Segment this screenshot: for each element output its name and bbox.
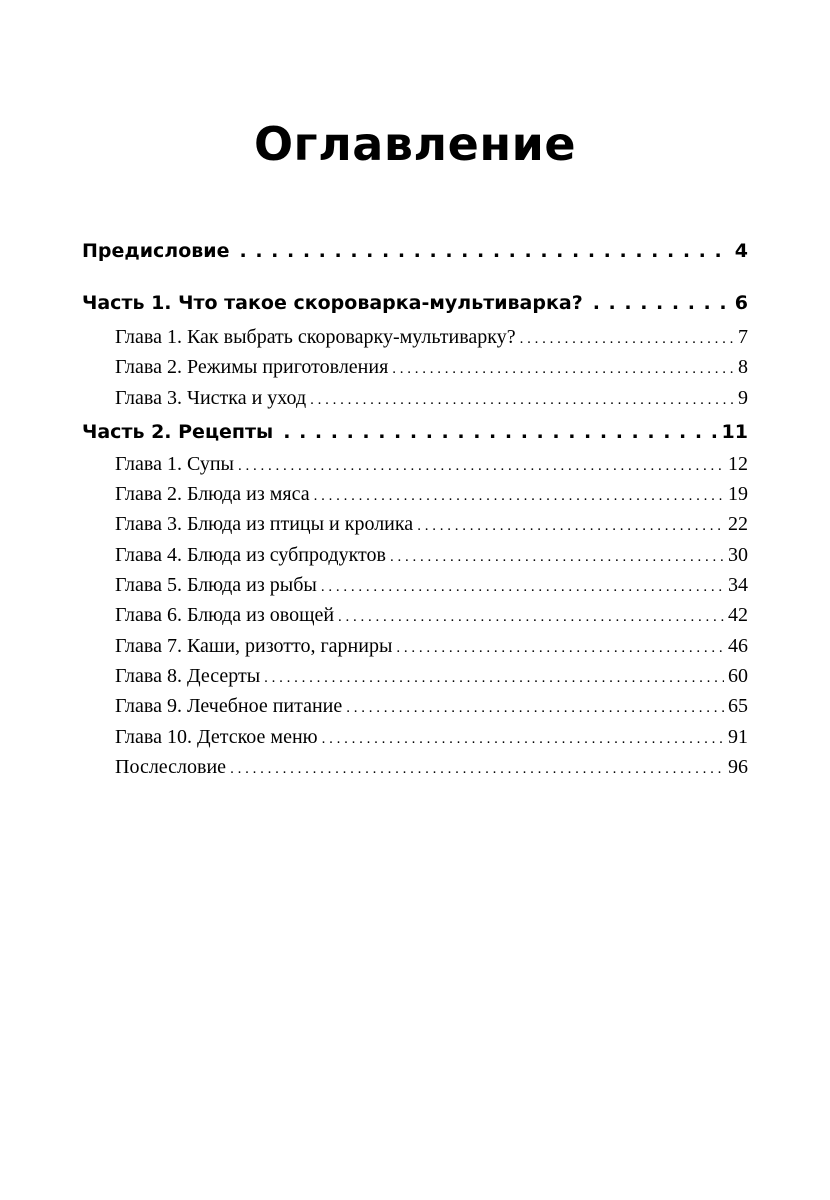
toc-entry-page: 19 [728, 483, 748, 506]
toc-entry-page: 4 [734, 240, 748, 262]
dot-leader [240, 236, 731, 266]
toc-entry-page: 9 [738, 386, 748, 409]
dot-leader [520, 324, 734, 354]
dot-leader [314, 481, 724, 511]
toc-entry-page: 11 [721, 420, 748, 443]
dot-leader [230, 754, 724, 784]
toc-entry-page: 8 [738, 356, 748, 379]
dot-leader [396, 633, 724, 663]
dot-leader [392, 354, 734, 384]
toc-entry-label: Предисловие [82, 240, 230, 262]
dot-leader [593, 288, 731, 318]
toc-entry-label: Послесловие [115, 755, 227, 778]
dot-leader [238, 451, 724, 481]
toc-entry-page: 46 [728, 634, 748, 657]
dot-leader [322, 724, 724, 754]
toc-entry-label: Часть 1. Что такое скороварка-мультиварка? [82, 292, 583, 314]
toc-entry-page: 22 [728, 513, 748, 536]
toc-entry-chapter [115, 449, 748, 479]
toc-entry-label: Глава 8. Десерты [115, 664, 261, 687]
toc-entry-page: 91 [728, 725, 748, 748]
dot-leader [310, 385, 734, 415]
toc-entry-chapter [115, 352, 748, 382]
toc-entry-page: 65 [728, 695, 748, 718]
toc-entry-chapter [115, 661, 748, 691]
toc-entry-preface [82, 236, 748, 266]
dot-leader [321, 572, 724, 602]
dot-leader [264, 663, 724, 693]
toc-entry-label: Глава 6. Блюда из овощей [115, 604, 335, 627]
toc-entry-page: 42 [728, 604, 748, 627]
toc-entry-label: Глава 4. Блюда из субпродуктов [115, 543, 386, 566]
toc-entry-page: 34 [728, 574, 748, 597]
toc-entry-chapter [115, 540, 748, 570]
toc-entry-page: 12 [728, 452, 748, 475]
toc-entry-label: Глава 10. Детское меню [115, 725, 318, 748]
toc-entry-label: Глава 5. Блюда из рыбы [115, 574, 317, 597]
toc-entry-label: Глава 1. Супы [115, 452, 234, 475]
toc-entry-page: 30 [728, 543, 748, 566]
toc-entry-afterword [115, 752, 748, 782]
toc-entry-chapter [115, 631, 748, 661]
dot-leader [338, 602, 724, 632]
toc-entry-chapter [115, 570, 748, 600]
toc-entry-chapter [115, 722, 748, 752]
dot-leader [346, 693, 724, 723]
toc-entry-label: Часть 2. Рецепты [82, 420, 274, 443]
toc-entry-chapter [115, 600, 748, 630]
toc-entry-label: Глава 3. Блюда из птицы и кролика [115, 513, 414, 536]
toc-entry-label: Глава 2. Режимы приготовления [115, 356, 389, 379]
toc-entry-label: Глава 7. Каши, ризотто, гарниры [115, 634, 393, 657]
toc-entry-chapter [115, 322, 748, 352]
toc-entry-chapter [115, 479, 748, 509]
toc-entry-page: 96 [728, 755, 748, 778]
toc-entry-chapter [115, 383, 748, 413]
toc-entry-page: 6 [734, 292, 748, 314]
toc-entry-chapter [115, 691, 748, 721]
dot-leader [283, 417, 717, 447]
toc-entry-label: Глава 2. Блюда из мяса [115, 483, 310, 506]
page-title: Оглавление [253, 117, 577, 171]
toc-entry-page: 7 [738, 326, 748, 348]
dot-leader [390, 542, 724, 572]
toc-entry-label: Глава 3. Чистка и уход [115, 386, 307, 409]
table-of-contents [82, 236, 748, 782]
toc-entry-chapter [115, 509, 748, 539]
toc-entry-label: Глава 1. Как выбрать скороварку-мультиварку? [115, 326, 516, 348]
toc-entry-part-1 [82, 288, 748, 318]
toc-entry-label: Глава 9. Лечебное питание [115, 695, 343, 718]
toc-entry-part-2 [82, 417, 748, 447]
toc-entry-page: 60 [728, 664, 748, 687]
dot-leader [417, 511, 724, 541]
